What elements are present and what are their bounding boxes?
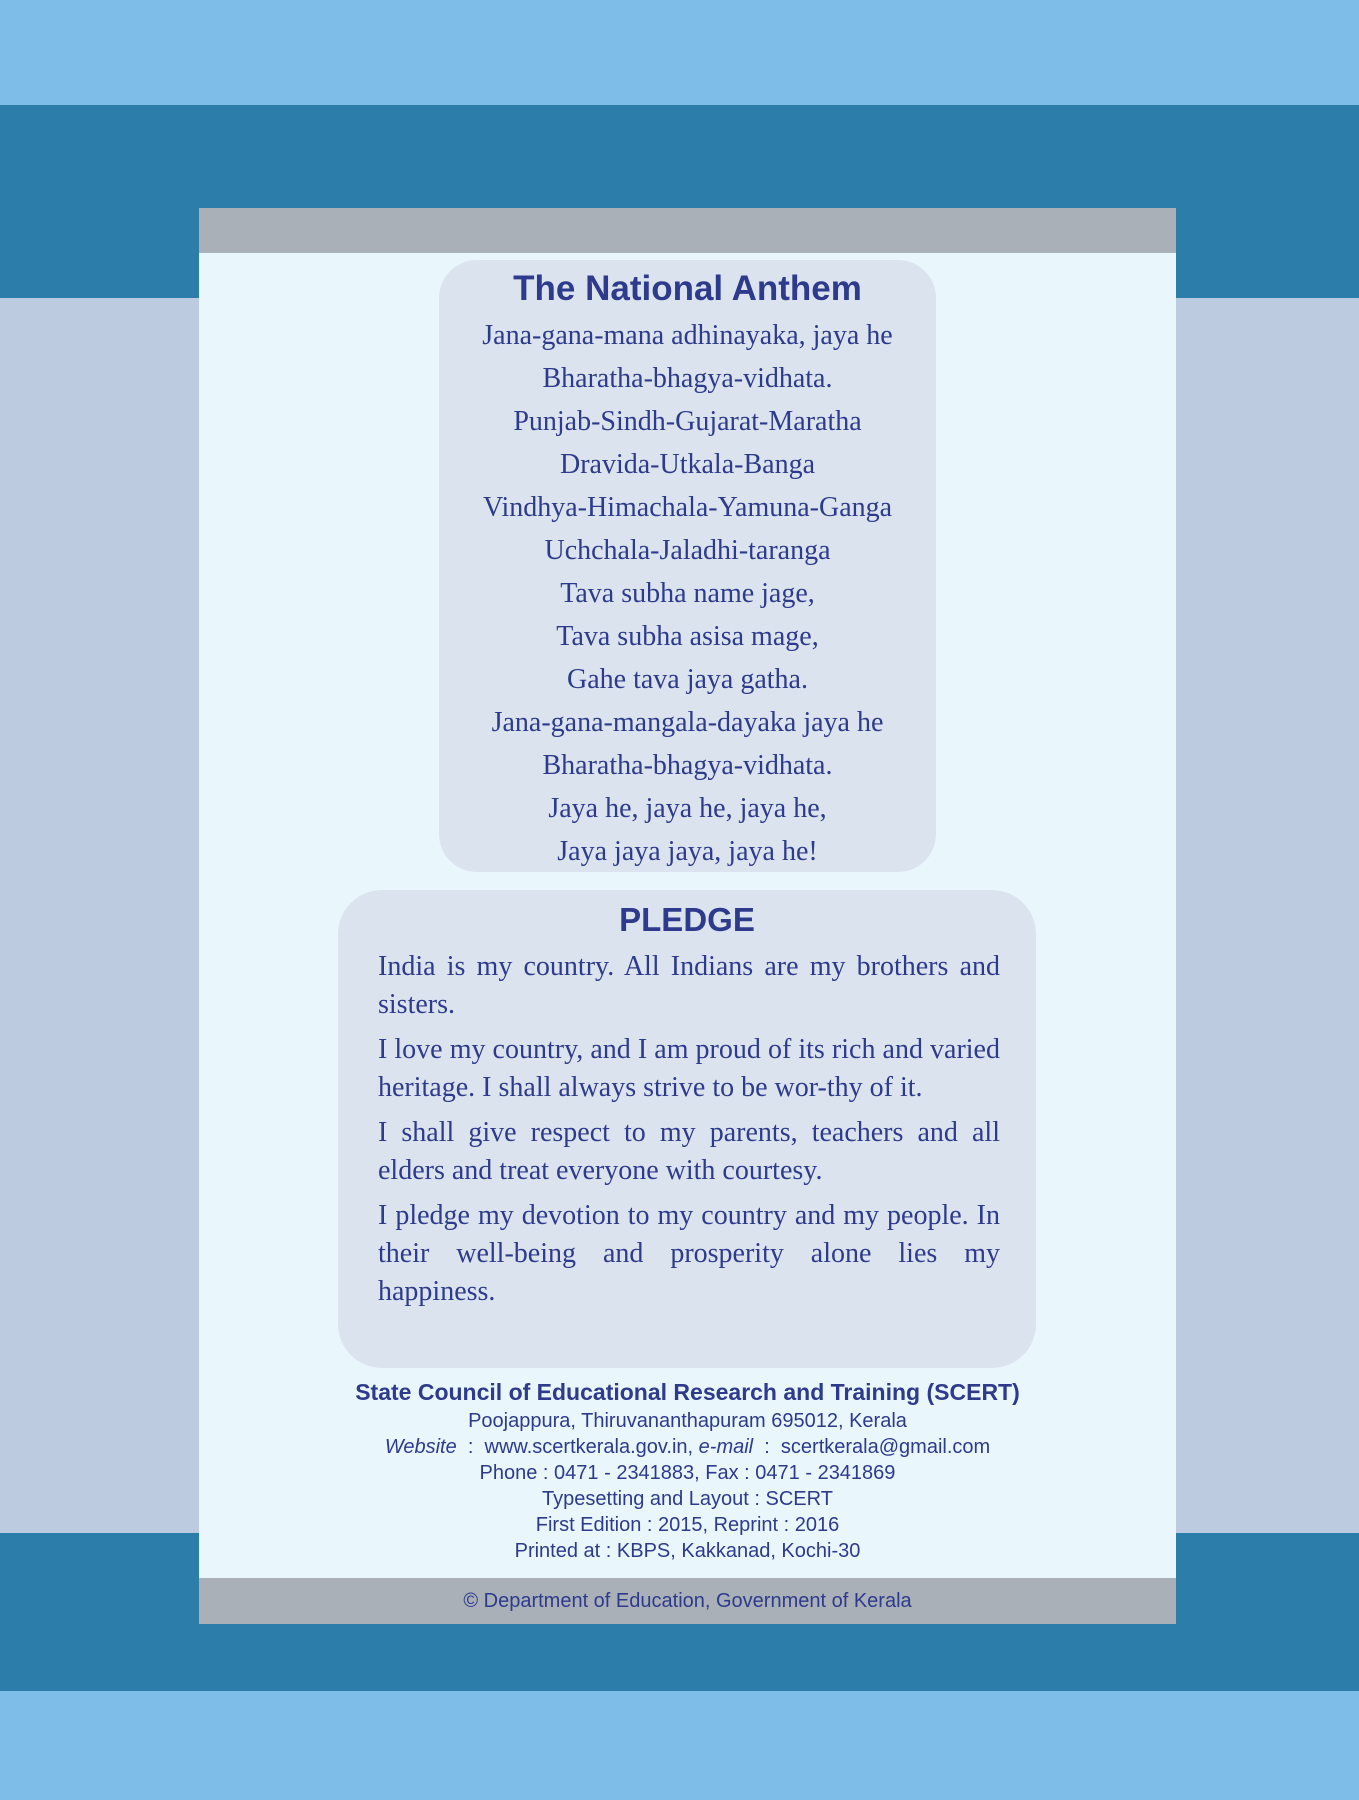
anthem-line: Bharatha-bhagya-vidhata. — [542, 750, 833, 781]
anthem-line: Dravida-Utkala-Banga — [560, 449, 815, 480]
pledge-paragraph: India is my country. All Indians are my brothers and sisters. — [378, 951, 1000, 1020]
pledge-paragraph: I pledge my devotion to my country and my people. In their well-being and prosperity alone lies my happiness. — [378, 1200, 1000, 1307]
anthem-line: Jaya he, jaya he, jaya he, — [548, 793, 827, 824]
email-link[interactable]: scertkerala@gmail.com — [780, 1436, 991, 1458]
anthem-line: Vindhya-Himachala-Yamuna-Ganga — [482, 492, 893, 523]
anthem-line: Gahe tava jaya gatha. — [567, 664, 808, 695]
anthem-line: Jana-gana-mana adhinayaka, jaya he — [482, 320, 893, 351]
website-link[interactable]: www.scertkerala.gov.in, — [484, 1436, 694, 1458]
publisher-typesetting: Typesetting and Layout : SCERT — [542, 1488, 833, 1510]
national-anthem-box — [439, 260, 936, 872]
top-light-band — [0, 0, 1359, 105]
copyright-bar — [199, 1578, 1176, 1624]
copyright-text: © Department of Education, Government of Kerala — [463, 1589, 912, 1612]
publisher-org: State Council of Educational Research and Training (SCERT) — [355, 1379, 1020, 1405]
anthem-line: Bharatha-bhagya-vidhata. — [542, 363, 833, 394]
publisher-printed: Printed at : KBPS, Kakkanad, Kochi-30 — [514, 1540, 861, 1562]
sheet-header-bar — [199, 208, 1176, 253]
anthem-line: Jana-gana-mangala-dayaka jaya he — [491, 707, 884, 738]
pledge-paragraphs — [338, 948, 1036, 1311]
publisher-info — [199, 1376, 1176, 1564]
anthem-line: Punjab-Sindh-Gujarat-Maratha — [513, 406, 862, 437]
anthem-line: Jaya jaya jaya, jaya he! — [557, 836, 818, 867]
pledge-paragraph: I love my country, and I am proud of its rich and varied heritage. I shall always strive to be wor-thy of it. — [378, 1034, 1000, 1103]
publisher-contact: Website : www.scertkerala.gov.in, e-mail : scertkerala@gmail.com — [384, 1436, 991, 1458]
pledge-box — [338, 890, 1036, 1368]
anthem-line: Tava subha name jage, — [560, 578, 815, 609]
anthem-lines — [439, 314, 936, 873]
anthem-line: Tava subha asisa mage, — [556, 621, 819, 652]
publisher-phone: Phone : 0471 - 2341883, Fax : 0471 - 2341869 — [479, 1462, 896, 1484]
pledge-paragraph: I shall give respect to my parents, teachers and all elders and treat everyone with courtesy. — [378, 1117, 1000, 1186]
website-label: Website — [384, 1436, 457, 1458]
anthem-title: The National Anthem — [513, 269, 862, 308]
pledge-title: PLEDGE — [619, 901, 755, 938]
publisher-address: Poojappura, Thiruvananthapuram 695012, Kerala — [468, 1410, 907, 1432]
anthem-line: Uchchala-Jaladhi-taranga — [544, 535, 831, 566]
publisher-edition: First Edition : 2015, Reprint : 2016 — [535, 1514, 840, 1536]
page-sheet — [199, 208, 1176, 1624]
bottom-light-band — [0, 1691, 1359, 1800]
email-label: e-mail — [698, 1436, 754, 1458]
